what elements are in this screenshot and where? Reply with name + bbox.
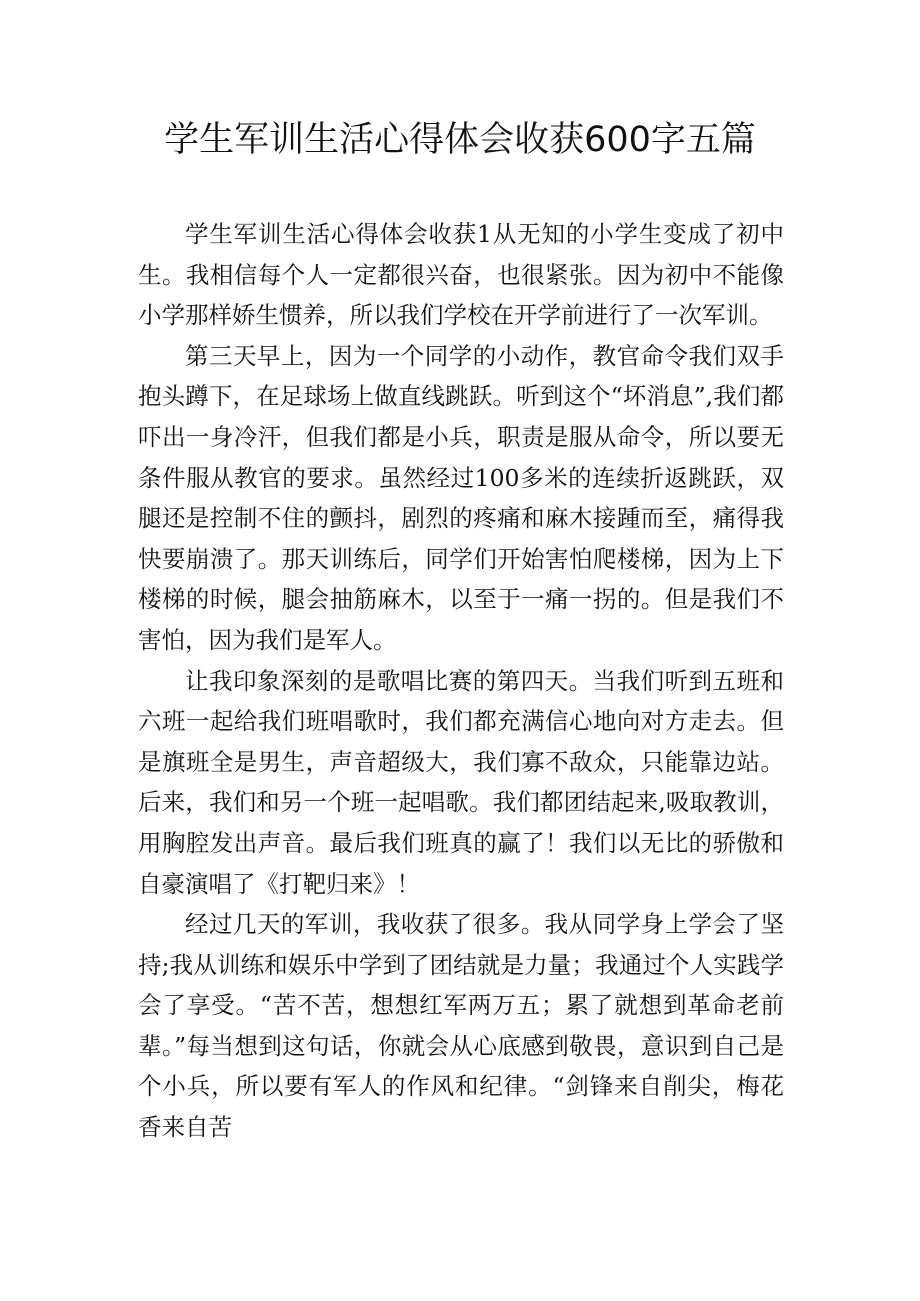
paragraph-1: 学生军训生活心得体会收获1从无知的小学生变成了初中生。我相信每个人一定都很兴奋，也很紧张。因为初中不能像小学那样娇生惯养，所以我们学校在开学前进行了一次军训。 [138,220,784,330]
paragraph-2: 第三天早上，因为一个同学的小动作，教官命令我们双手抱头蹲下，在足球场上做直线跳跃。听到这个“坏消息”,我们都吓出一身冷汗，但我们都是小兵，职责是服从命令，所以要无条件服从教官的要求。虽然经过100多米的连续折返跳跃，双腿还是控制不住的颤抖，剧烈的疼痛和麻木接踵而至，痛得我快要崩溃了。那天训练后，同学们开始害怕爬楼梯，因为上下楼梯的时候，腿会抽筋麻木，以至于一痛一拐的。但是我们不害怕，因为我们是军人。 [138,341,784,654]
paragraph-3: 让我印象深刻的是歌唱比赛的第四天。当我们听到五班和六班一起给我们班唱歌时，我们都充满信心地向对方走去。但是旗班全是男生，声音超级大，我们寡不敌众，只能靠边站。后来，我们和另一个班一起唱歌。我们都团结起来,吸取教训，用胸腔发出声音。最后我们班真的赢了！我们以无比的骄傲和自豪演唱了《打靶归来》！ [138,666,784,898]
paragraph-4: 经过几天的军训，我收获了很多。我从同学身上学会了坚持;我从训练和娱乐中学到了团结就是力量；我通过个人实践学会了享受。“苦不苦，想想红军两万五；累了就想到革命老前辈。”每当想到这句话，你就会从心底感到敬畏，意识到自己是个小兵，所以要有军人的作风和纪律。“剑锋来自削尖，梅花香来自苦 [138,910,784,1142]
document-body [138,214,784,1148]
document-title: 学生军训生活心得体会收获600字五篇 [164,120,756,160]
